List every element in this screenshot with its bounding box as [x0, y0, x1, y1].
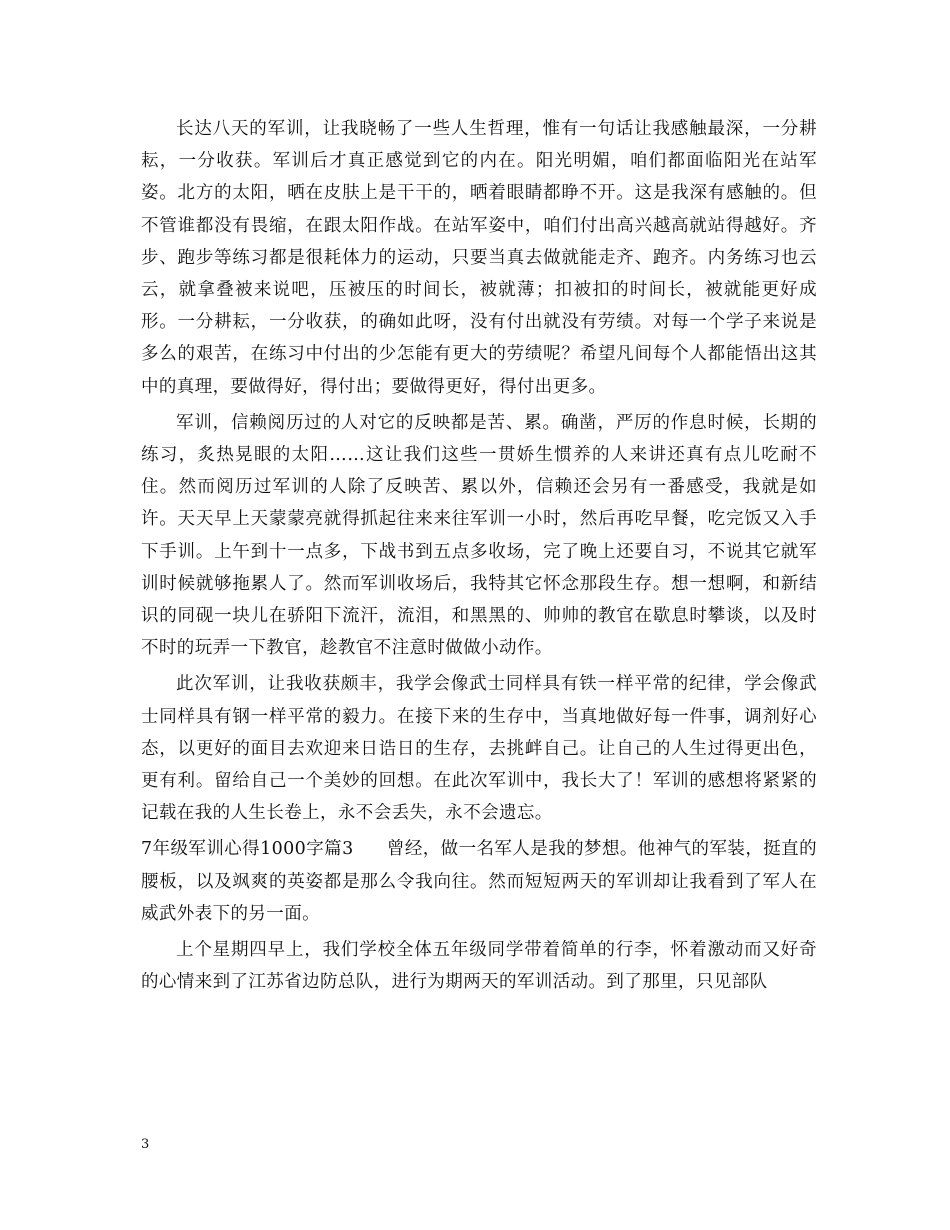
paragraph-3: 此次军训，让我收获颇丰，我学会像武士同样具有铁一样平常的纪律，学会像武士同样具有钢一样平常的毅力。在接下来的生存中，当真地做好每一件事，调剂好心态，以更好的面目去欢迎来日诰日的生存，去挑衅自己。让自己的人生过得更出色，更有利。留给自己一个美妙的回想。在此次军训中，我长大了！军训的感想将紧紧的记载在我的人生长卷上，永不会丢失，永不会遗忘。 — [141, 674, 817, 824]
paragraph-5: 上个星期四早上，我们学校全体五年级同学带着简单的行李，怀着激动而又好奇的心情来到了江苏省边防总队，进行为期两天的军训活动。到了那里，只见部队 — [141, 940, 817, 993]
paragraph-1: 长达八天的军训，让我晓畅了一些人生哲理，惟有一句话让我感触最深，一分耕耘，一分收获。军训后才真正感觉到它的内在。阳光明媚，咱们都面临阳光在站军姿。北方的太阳，晒在皮肤上是干干的，晒着眼睛都睁不开。这是我深有感触的。但不管谁都没有畏缩，在跟太阳作战。在站军姿中，咱们付出高兴越高就站得越好。齐步、跑步等练习都是很耗体力的运动，只要当真去做就能走齐、跑齐。内务练习也云云，就拿叠被来说吧，压被压的时间长，被就薄；扣被扣的时间长，被就能更好成形。一分耕耘，一分收获，的确如此呀，没有付出就没有劳绩。对每一个学子来说是多么的艰苦，在练习中付出的少怎能有更大的劳绩呢？希望凡间每个人都能悟出这其中的真理，要做得好，得付出；要做得更好，得付出更多。 — [141, 119, 817, 397]
section-heading: 7年级军训心得1000字篇3 — [141, 839, 354, 860]
page-number: 3 — [141, 1137, 150, 1152]
paragraph-2: 军训，信赖阅历过的人对它的反映都是苦、累。确凿，严厉的作息时候，长期的练习，炙热晃眼的太阳……这让我们这些一贯娇生惯养的人来讲还真有点儿吃耐不住。然而阅历过军训的人除了反映苦、累以外，信赖还会另有一番感受，我就是如许。天天早上天蒙蒙亮就得抓起往来来往军训一小时，然后再吃早餐，吃完饭又入手下手训。上午到十一点多，下战书到五点多收场，完了晚上还要自习，不说其它就军训时候就够拖累人了。然而军训收场后，我特其它怀念那段生存。想一想啊，和新结识的同砚一块儿在骄阳下流汗，流泪，和黑黑的、帅帅的教官在歇息时攀谈，以及时不时的玩弄一下教官，趁教官不注意时做做小动作。 — [141, 412, 817, 659]
document-body — [141, 113, 817, 998]
section-intro-paragraph — [141, 833, 817, 930]
section-first-paragraph: 曾经，做一名军人是我的梦想。他神气的军装，挺直的腰板，以及飒爽的英姿都是那么令我向往。然而短短两天的军训却让我看到了军人在威武外表下的另一面。 — [141, 839, 817, 924]
